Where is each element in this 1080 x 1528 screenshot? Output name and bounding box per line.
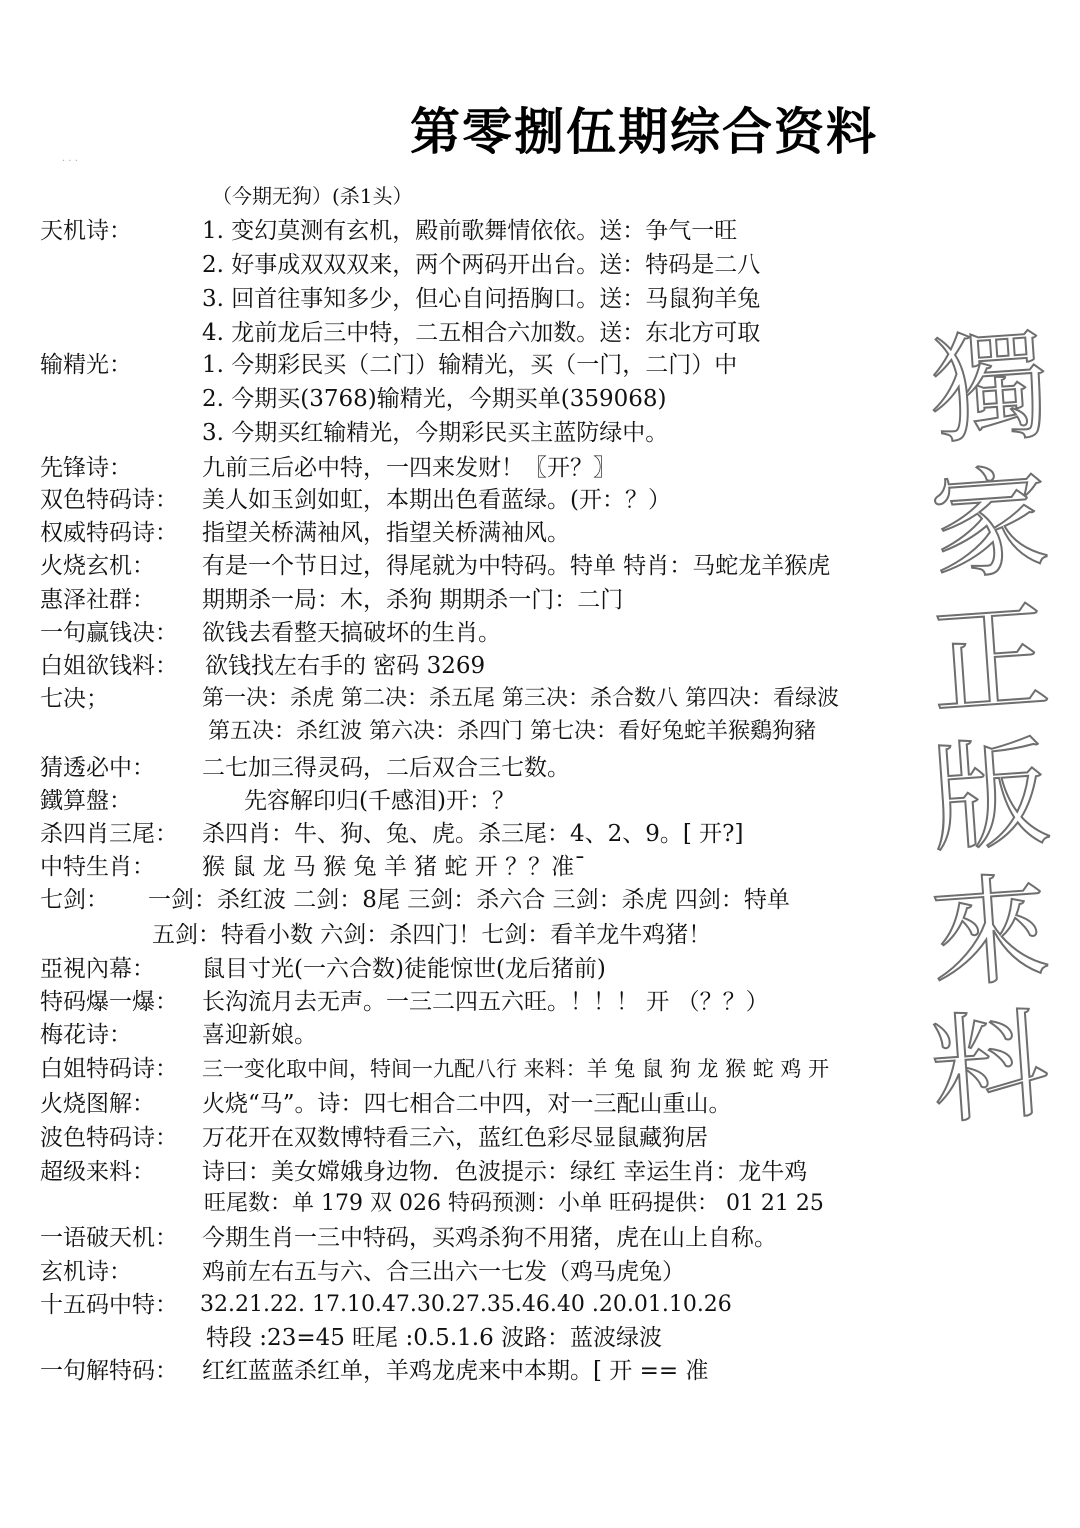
huoshao-line: 有是一个节日过，得尾就为中特码。特单 特肖：马蛇龙羊猴虎 (202, 553, 831, 579)
tianji-line-2: 2. 好事成双双双来，两个两码开出台。送：特码是二八 (202, 252, 761, 278)
label-shiwu: 十五码中特： (40, 1292, 178, 1318)
label-qijue: 七决； (40, 686, 109, 712)
shasi-line: 杀四肖：牛、狗、兔、虎。杀三尾：4、2、9。[ 开?] (202, 821, 744, 847)
meihua-line: 喜迎新娘。 (202, 1022, 317, 1048)
qijue-line-1: 第一决：杀虎 第二决：杀五尾 第三决：杀合数八 第四决：看绿波 (202, 686, 839, 711)
shiwu-line-1: 32.21.22. 17.10.47.30.27.35.46.40 .20.01.10.26 (200, 1292, 732, 1317)
label-meihua: 梅花诗： (40, 1022, 132, 1048)
label-tebao: 特码爆一爆： (40, 989, 178, 1015)
label-yiyu: 一语破天机： (40, 1225, 178, 1251)
shuangse-line: 美人如玉剑如虹，本期出色看蓝绿。(开：？） (202, 487, 671, 513)
subnote: （今期无狗）(杀1头） (212, 184, 413, 208)
label-bose: 波色特码诗： (40, 1125, 178, 1151)
yijujie-line: 红红蓝蓝杀红单，羊鸡龙虎来中本期。[ 开 == 准 (202, 1358, 709, 1384)
watermark-char: 版 (926, 723, 1054, 869)
caitou-line: 二七加三得灵码，二后双合三七数。 (202, 755, 570, 781)
watermark-char: 正 (926, 587, 1054, 733)
xuanji-line: 鸡前左右五与六、合三出六一七发（鸡马虎兔） (202, 1259, 685, 1285)
label-baijiete: 白姐特码诗： (40, 1056, 178, 1082)
watermark-char: 家 (926, 451, 1054, 597)
yiyu-line: 今期生肖一三中特码，买鸡杀狗不用猪，虎在山上自称。 (202, 1225, 777, 1251)
xianfeng-line: 九前三后必中特，一四来发财！〖开？〗 (202, 455, 616, 481)
label-yijujie: 一句解特码： (40, 1358, 178, 1384)
qijian-line-1: 一剑：杀红波 二剑：8尾 三剑：杀六合 三剑：杀虎 四剑：特单 (148, 887, 790, 913)
label-huoshao: 火烧玄机： (40, 553, 155, 579)
tiesuan-line: 先容解印归(千感泪)开：？ (244, 788, 515, 814)
watermark-char: 料 (926, 995, 1054, 1141)
label-tianji: 天机诗： (40, 218, 132, 244)
label-qijian: 七剑： (40, 887, 109, 913)
huize-line: 期期杀一局：木，杀狗 期期杀一门：二门 (202, 587, 624, 613)
yiju-line: 欲钱去看整天搞破坏的生肖。 (202, 620, 501, 646)
yashi-line: 鼠目寸光(一六合数)徒能惊世(龙后猪前) (202, 956, 606, 982)
label-huotu: 火烧图解： (40, 1091, 155, 1117)
baijiete-line: 三一变化取中间，特间一九配八行 来料：羊 兔 鼠 狗 龙 猴 蛇 鸡 开 (202, 1057, 830, 1081)
quanwei-line: 指望关桥满袖风，指望关桥满袖风。 (202, 520, 570, 546)
label-chaoji: 超级来料： (40, 1159, 155, 1185)
shiwu-line-2: 特段 :23=45 旺尾 :0.5.1.6 波路：蓝波绿波 (206, 1325, 663, 1351)
qijian-line-2: 五剑：特看小数 六剑：杀四门！七剑：看羊龙牛鸡猪！ (152, 922, 712, 948)
label-zhongte: 中特生肖： (40, 854, 155, 880)
chaoji-line-2: 旺尾数：单 179 双 026 特码预测：小单 旺码提供： 01 21 25 (204, 1191, 824, 1216)
label-baijie: 白姐欲钱料： (40, 653, 178, 679)
huotu-line: 火烧“马”。诗：四七相合二中四，对一三配山重山。 (202, 1091, 732, 1117)
qijue-line-2: 第五决：杀红波 第六决：杀四门 第七决：看好兔蛇羊猴鷄狗豬 (208, 719, 816, 744)
label-shasi: 杀四肖三尾： (40, 821, 178, 847)
scan-speck: · · · (62, 156, 78, 167)
label-tiesuan: 鐵算盤： (40, 788, 132, 814)
watermark-exclusive (905, 315, 1075, 1141)
tianji-line-4: 4. 龙前龙后三中特，二五相合六加数。送：东北方可取 (202, 320, 761, 346)
chaoji-line-1: 诗曰：美女嫦娥身边物．色波提示：绿红 幸运生肖：龙牛鸡 (202, 1159, 808, 1185)
label-caitou: 猜透必中： (40, 755, 155, 781)
label-shujing: 输精光： (40, 352, 132, 378)
label-xianfeng: 先锋诗： (40, 455, 132, 481)
zhongte-line: 猴 鼠 龙 马 猴 兔 羊 猪 蛇 开 ？？准¯ (202, 854, 586, 880)
shujing-line-2: 2. 今期买(3768)输精光，今期买单(359068) (202, 386, 667, 412)
watermark-char: 獨 (926, 315, 1054, 461)
shujing-line-3: 3. 今期买红输精光，今期彩民买主蓝防绿中。 (202, 420, 669, 446)
label-shuangse: 双色特码诗： (40, 487, 178, 513)
watermark-char: 來 (926, 859, 1054, 1005)
label-huize: 惠泽社群： (40, 587, 155, 613)
baijie-line: 欲钱找左右手的 密码 3269 (205, 653, 486, 679)
bose-line: 万花开在双数博特看三六，蓝红色彩尽显鼠藏狗居 (202, 1125, 708, 1151)
tebao-line: 长沟流月去无声。一三二四五六旺。！！！ 开 （？？） (202, 989, 769, 1015)
label-xuanji: 玄机诗： (40, 1259, 132, 1285)
label-yiju: 一句赢钱决： (40, 620, 178, 646)
tianji-line-3: 3. 回首往事知多少，但心自问捂胸口。送：马鼠狗羊兔 (202, 286, 761, 312)
page-title: 第零捌伍期综合资料 (410, 103, 878, 161)
tianji-line-1: 1. 变幻莫测有玄机，殿前歌舞情依依。送：争气一旺 (202, 218, 738, 244)
label-quanwei: 权威特码诗： (40, 520, 178, 546)
label-yashi: 亞視內幕： (40, 956, 155, 982)
shujing-line-1: 1. 今期彩民买（二门）输精光，买（一门，二门）中 (202, 352, 738, 378)
